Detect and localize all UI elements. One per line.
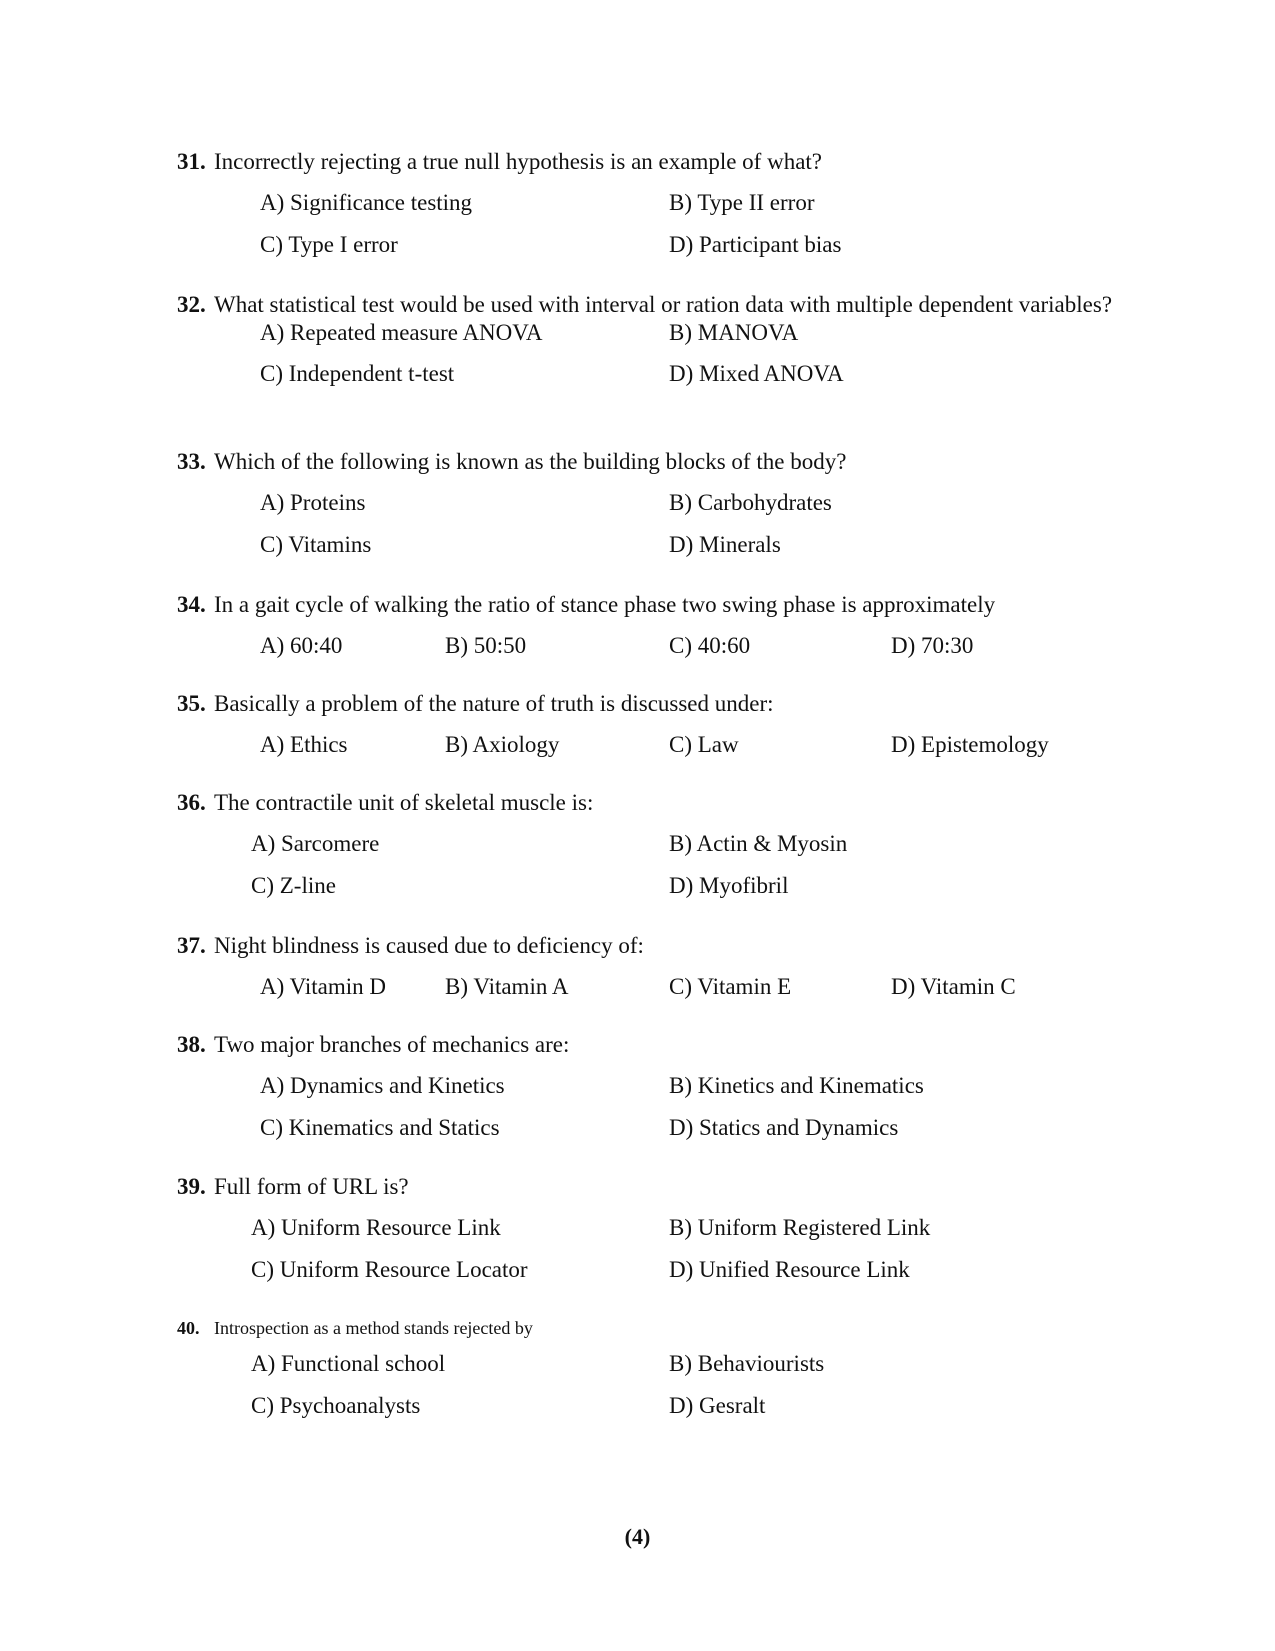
option-b: B) Actin & Myosin bbox=[669, 831, 848, 856]
option-b: B) 50:50 bbox=[445, 633, 527, 658]
question-number: 39. bbox=[177, 1174, 206, 1199]
option-b: B) MANOVA bbox=[669, 320, 799, 345]
option-a: A) Dynamics and Kinetics bbox=[260, 1073, 505, 1098]
option-a: A) Functional school bbox=[251, 1351, 446, 1376]
question-34 bbox=[177, 591, 1122, 669]
question-text: The contractile unit of skeletal muscle is: bbox=[214, 790, 594, 815]
option-c: C) 40:60 bbox=[669, 633, 751, 658]
question-text: Full form of URL is? bbox=[214, 1174, 409, 1199]
option-a: A) Significance testing bbox=[260, 190, 473, 215]
option-a: A) Sarcomere bbox=[251, 831, 380, 856]
question-36 bbox=[177, 789, 1122, 913]
option-b: B) Vitamin A bbox=[445, 974, 569, 999]
option-b: B) Uniform Registered Link bbox=[669, 1215, 931, 1240]
question-stem bbox=[177, 1173, 1122, 1201]
question-number: 32. bbox=[177, 292, 206, 317]
question-stem bbox=[177, 591, 1122, 619]
option-b: B) Carbohydrates bbox=[669, 490, 832, 515]
option-d: D) Statics and Dynamics bbox=[669, 1115, 899, 1140]
option-b: B) Type II error bbox=[669, 190, 815, 215]
question-number: 34. bbox=[177, 592, 206, 617]
option-b: B) Behaviourists bbox=[669, 1351, 825, 1376]
question-number: 38. bbox=[177, 1032, 206, 1057]
question-32 bbox=[177, 291, 1122, 399]
option-c: C) Law bbox=[669, 732, 739, 757]
option-d: D) 70:30 bbox=[891, 633, 974, 658]
option-c: C) Vitamin E bbox=[669, 974, 792, 999]
question-text: Introspection as a method stands rejected by bbox=[214, 1318, 533, 1338]
option-c: C) Vitamins bbox=[260, 532, 372, 557]
question-number: 37. bbox=[177, 933, 206, 958]
question-text: Which of the following is known as the building blocks of the body? bbox=[214, 449, 847, 474]
option-d: D) Vitamin C bbox=[891, 974, 1016, 999]
question-text: Night blindness is caused due to deficiency of: bbox=[214, 933, 644, 958]
option-b: B) Axiology bbox=[445, 732, 560, 757]
option-c: C) Type I error bbox=[260, 232, 398, 257]
question-33 bbox=[177, 448, 1122, 572]
option-d: D) Minerals bbox=[669, 532, 781, 557]
option-a: A) Vitamin D bbox=[260, 974, 386, 999]
option-c: C) Independent t-test bbox=[260, 361, 455, 386]
question-text: Incorrectly rejecting a true null hypothesis is an example of what? bbox=[214, 149, 823, 174]
question-number: 33. bbox=[177, 449, 206, 474]
question-stem bbox=[177, 932, 1122, 960]
option-d: D) Mixed ANOVA bbox=[669, 361, 844, 386]
option-a: A) 60:40 bbox=[260, 633, 343, 658]
option-d: D) Participant bias bbox=[669, 232, 842, 257]
option-c: C) Uniform Resource Locator bbox=[251, 1257, 528, 1282]
question-38 bbox=[177, 1031, 1122, 1155]
option-a: A) Ethics bbox=[260, 732, 348, 757]
question-31 bbox=[177, 148, 1122, 272]
option-c: C) Z-line bbox=[251, 873, 336, 898]
question-text: In a gait cycle of walking the ratio of stance phase two swing phase is approximately bbox=[214, 592, 996, 617]
question-40 bbox=[177, 1316, 1122, 1436]
question-stem bbox=[177, 1316, 1122, 1340]
option-c: C) Kinematics and Statics bbox=[260, 1115, 500, 1140]
option-d: D) Gesralt bbox=[669, 1393, 766, 1418]
question-stem bbox=[177, 448, 1122, 476]
option-d: D) Epistemology bbox=[891, 732, 1049, 757]
option-d: D) Myofibril bbox=[669, 873, 789, 898]
question-stem bbox=[177, 1031, 1122, 1059]
question-text: Two major branches of mechanics are: bbox=[214, 1032, 570, 1057]
option-a: A) Uniform Resource Link bbox=[251, 1215, 501, 1240]
question-35 bbox=[177, 690, 1122, 768]
option-a: A) Proteins bbox=[260, 490, 366, 515]
question-number: 40. bbox=[177, 1318, 200, 1338]
question-number: 35. bbox=[177, 691, 206, 716]
option-a: A) Repeated measure ANOVA bbox=[260, 320, 543, 345]
option-d: D) Unified Resource Link bbox=[669, 1257, 910, 1282]
question-number: 36. bbox=[177, 790, 206, 815]
question-text: Basically a problem of the nature of truth is discussed under: bbox=[214, 691, 774, 716]
question-stem bbox=[177, 148, 1122, 176]
page-number: (4) bbox=[624, 1524, 651, 1549]
question-number: 31. bbox=[177, 149, 206, 174]
question-text: What statistical test would be used with interval or ration data with multiple dependent variables? bbox=[214, 292, 1113, 317]
question-stem bbox=[177, 291, 1122, 319]
question-39 bbox=[177, 1173, 1122, 1297]
question-37 bbox=[177, 932, 1122, 1010]
question-stem bbox=[177, 690, 1122, 718]
question-stem bbox=[177, 789, 1122, 817]
option-b: B) Kinetics and Kinematics bbox=[669, 1073, 924, 1098]
option-c: C) Psychoanalysts bbox=[251, 1393, 421, 1418]
